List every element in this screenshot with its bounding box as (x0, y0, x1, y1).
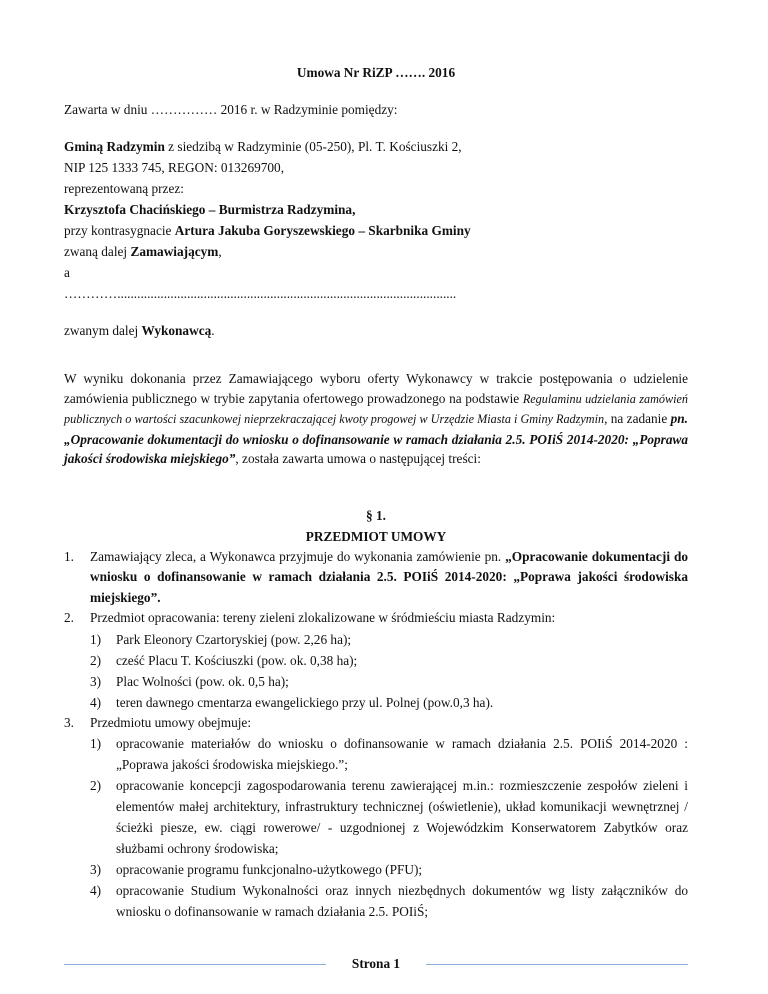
page-number: Strona 1 (351, 956, 401, 971)
clause-2-sublist (90, 629, 688, 713)
list-item: 2) cześć Placu T. Kościuszki (pow. ok. 0,38 ha); (90, 652, 358, 668)
party1-ids: NIP 125 1333 745, REGON: 013269700, (64, 160, 285, 175)
clause-2: 2. Przedmiot opracowania: tereny zieleni zlokalizowane w śródmieściu miasta Radzymin: 1) Park Eleonory Czartoryskiej (pow. 2,26 ha); 2) cześć Placu T. Kościuszki (pow. ok. 0,38 ha); 3) Plac Wolności (pow. ok. 0,5 ha); 4) teren dawnego cmentarza ewangelickiego przy ul. Polnej (pow.0,3 ha). (64, 608, 688, 713)
party1-address: Gminą Radzymin z siedzibą w Radzyminie (05-250), Pl. T. Kościuszki 2, (64, 139, 462, 154)
party1-mayor: Krzysztofa Chacińskiego – Burmistrza Radzymina, (64, 202, 356, 217)
party1-called: zwaną dalej Zamawiającym, (64, 244, 222, 259)
footer-rule-right (426, 964, 688, 965)
clause-3: 3. Przedmiotu umowy obejmuje: 1) opracowanie materiałów do wniosku o dofinansowanie w ramach działania 2.5. POIiŚ 2014-2020 : „Poprawa jakości środowiska miejskiego.”; 2) opracowanie koncepcji zagospodarowania terenu zawierającej m.in.: rozmieszczenie zespołów zieleni i elementów małej architektury, infrastruktury technicznej (oświetlenie), układ komunikacji wewnętrznej /ścieżki piesze, ew. ciągi rowerowe/ - uzgodnionej z Wojewódzkim Konserwatorem Zabytków oraz służbami ochrony środowiska; 3) opracowanie programu funkcjonalno-użytkowego (PFU); 4) opracowanie Studium Wykonalności oraz innych niezbędnych dokumentów wg listy załączników do wniosku o dofinansowanie w ramach działania 2.5. POIiŚ; (64, 713, 688, 923)
clause-3-sublist (90, 733, 688, 922)
section-heading: PRZEDMIOT UMOWY (305, 528, 447, 544)
contract-title: Umowa Nr RiZP ……. 2016 (296, 65, 456, 80)
list-item: 1) Park Eleonory Czartoryskiej (pow. 2,26 ha); (90, 631, 352, 647)
clause-1: 1. Zamawiający zleca, a Wykonawca przyjmuje do wykonania zamówienie pn. „Opracowanie dokumentacji do wniosku o dofinansowanie w ramach działania 2.5. POIiŚ 2014-2020: „Poprawa jakości środowiska miejskiego”. (64, 548, 688, 605)
contractor-blank-line: …………...................................................................................................... (64, 286, 457, 301)
clause-list (64, 547, 688, 923)
intro-paragraph: W wyniku dokonania przez Zamawiającego wyboru oferty Wykonawcy w trakcie postępowania o udzielenie zamówienia publicznego w trybie zapytania ofertowego prowadzonego na podstawie Regulaminu udzielania zamówień publicznych o wartości szacunkowej nieprzekraczającej kwoty progowej w Urzędzie Miasta i Gminy Radzymin, na zadanie pn. „Opracowanie dokumentacji do wniosku o dofinansowanie w ramach działania 2.5. POIiŚ 2014-2020: „Poprawa jakości środowiska miejskiego”, została zawarta umowa o następującej treści: (64, 371, 688, 466)
party-ordering (64, 136, 688, 304)
list-item: 1) opracowanie materiałów do wniosku o dofinansowanie w ramach działania 2.5. POIiŚ 2014-2020 : „Poprawa jakości środowiska miejskiego.”; (90, 736, 688, 772)
document-page (64, 62, 688, 922)
list-item: 3) opracowanie programu funkcjonalno-użytkowego (PFU); (90, 862, 423, 877)
section-number: § 1. (366, 507, 386, 523)
list-item: 2) opracowanie koncepcji zagospodarowania terenu zawierającej m.in.: rozmieszczenie zespołów zieleni i elementów małej architektury, infrastruktury technicznej (oświetlenie), układ komunikacji wewnętrznej /ścieżki piesze, ew. ciągi rowerowe/ - uzgodnionej z Wojewódzkim Konserwatorem Zabytków oraz służbami ochrony środowiska; (90, 778, 688, 856)
page-footer (64, 954, 688, 974)
list-item: 4) opracowanie Studium Wykonalności oraz innych niezbędnych dokumentów wg listy załączników do wniosku o dofinansowanie w ramach działania 2.5. POIiŚ; (90, 883, 688, 919)
list-item: 3) Plac Wolności (pow. ok. 0,5 ha); (90, 673, 289, 689)
conclusion-line: Zawarta w dniu …………… 2016 r. w Radzyminie pomiędzy: (64, 102, 398, 117)
list-item: 4) teren dawnego cmentarza ewangelickiego przy ul. Polnej (pow.0,3 ha). (90, 694, 494, 710)
party2-called: zwanym dalej Wykonawcą. (64, 323, 215, 338)
party1-countersign: przy kontrasygnacie Artura Jakuba Goryszewskiego – Skarbnika Gminy (64, 223, 471, 238)
party1-represented: reprezentowaną przez: (64, 181, 184, 196)
conjunction: a (64, 265, 70, 280)
